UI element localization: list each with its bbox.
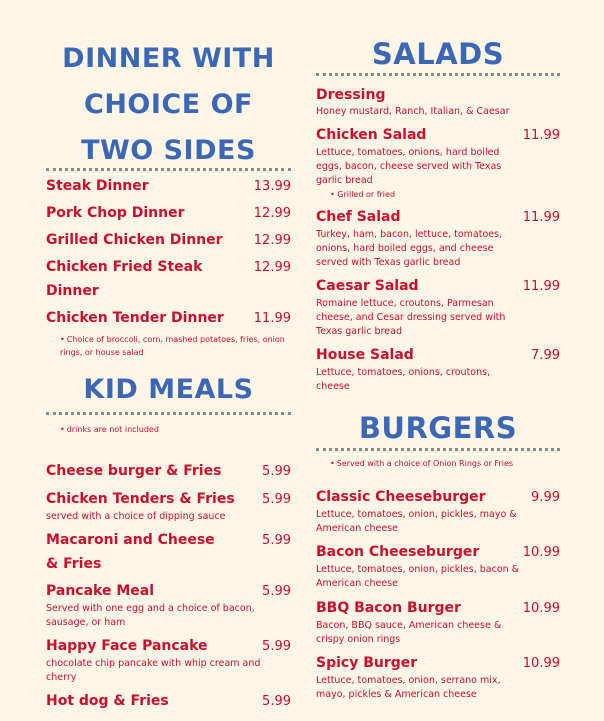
menu-item <box>316 540 560 591</box>
item-price: 11.99 <box>253 311 291 326</box>
item-price: 5.99 <box>262 492 291 507</box>
item-price: 5.99 <box>262 639 291 654</box>
item-description: served with a choice of dipping sauce <box>46 511 226 522</box>
item-price: 10.99 <box>522 545 560 560</box>
item-price: 11.99 <box>522 210 560 225</box>
item-description: Served with one egg and a choice of bacon, sausage, or ham <box>46 603 255 628</box>
item-name: Dressing <box>316 87 386 103</box>
item-price: 5.99 <box>262 694 291 709</box>
menu-item <box>316 651 560 702</box>
item-name: Grilled Chicken Dinner <box>46 232 223 248</box>
item-price: 12.99 <box>253 260 291 275</box>
menu-item <box>46 459 291 483</box>
menu-item <box>46 579 291 630</box>
menu-item <box>46 255 291 303</box>
item-description: Lettuce, tomatoes, onion, serrano mix, mayo, pickles & American cheese <box>316 675 501 700</box>
item-description: chocolate chip pancake with whip cream and cherry <box>46 658 261 683</box>
menu-item <box>46 174 291 198</box>
menu-item <box>46 689 291 713</box>
menu-item <box>46 528 291 576</box>
kid-meals-note: • drinks are not included <box>60 425 159 434</box>
item-price: 10.99 <box>522 656 560 671</box>
dotted-divider <box>316 73 560 76</box>
item-price: 12.99 <box>253 233 291 248</box>
item-price: 13.99 <box>253 179 291 194</box>
item-name: Caesar Salad <box>316 278 419 294</box>
item-name: Steak Dinner <box>46 178 149 194</box>
item-description: Lettuce, tomatoes, onion, pickles, mayo & American cheese <box>316 509 517 534</box>
item-name: BBQ Bacon Burger <box>316 600 461 616</box>
menu-item <box>316 123 560 202</box>
burgers-title: BURGERS <box>358 411 518 445</box>
menu-item <box>316 274 560 339</box>
item-description: Lettuce, tomatoes, onion, pickles, bacon & American cheese <box>316 564 520 589</box>
menu-item <box>316 83 560 119</box>
item-name: Pork Chop Dinner <box>46 205 185 221</box>
menu-item <box>316 596 560 647</box>
item-name: Spicy Burger <box>316 655 418 671</box>
item-name: House Salad <box>316 347 414 363</box>
item-name: Chicken Salad <box>316 127 427 143</box>
item-name: Happy Face Pancake <box>46 638 208 654</box>
sides-note: • Choice of broccoli, corn, mashed potatoes, fries, onion rings, or house salad <box>60 335 285 357</box>
item-description: Romaine lettuce, croutons, Parmesan cheese, and Cesar dressing served with Texas garlic bread <box>316 298 506 337</box>
item-name: Macaroni and Cheese & Fries <box>46 532 215 572</box>
item-description: Bacon, BBQ sauce, American cheese & crispy onion rings <box>316 620 502 645</box>
item-name: Hot dog & Fries <box>46 693 169 709</box>
item-note: • Grilled or fried <box>330 190 396 199</box>
menu-item <box>316 205 560 270</box>
item-name: Pancake Meal <box>46 583 155 599</box>
item-name: Chicken Fried Steak Dinner <box>46 259 203 299</box>
item-name: Chef Salad <box>316 209 401 225</box>
item-price: 11.99 <box>522 128 560 143</box>
dotted-divider <box>316 448 560 451</box>
item-price: 5.99 <box>262 464 291 479</box>
menu-item <box>46 634 291 685</box>
item-name: Chicken Tenders & Fries <box>46 491 235 507</box>
item-name: Bacon Cheeseburger <box>316 544 480 560</box>
menu-item <box>46 228 291 252</box>
dinner-section-title: DINNER WITH CHOICE OF TWO SIDES <box>62 43 275 166</box>
kid-meals-title: KID MEALS <box>83 374 254 405</box>
item-description: Honey mustard, Ranch, Italian, & Caesar <box>316 106 510 117</box>
item-description: Turkey, ham, bacon, lettuce, tomatoes, onions, hard boiled eggs, and cheese served with Texas garlic bread <box>316 229 503 268</box>
item-price: 5.99 <box>262 533 291 548</box>
item-name: Classic Cheeseburger <box>316 489 486 505</box>
menu-item <box>46 487 291 524</box>
item-name: Cheese burger & Fries <box>46 463 222 479</box>
menu-item <box>316 485 560 536</box>
item-name: Chicken Tender Dinner <box>46 310 224 326</box>
item-price: 11.99 <box>522 279 560 294</box>
menu-item <box>46 306 291 330</box>
burgers-note: • Served with a choice of Onion Rings or Fries <box>330 459 514 468</box>
item-description: Lettuce, tomatoes, onions, hard boiled eggs, bacon, cheese served with Texas garlic bread <box>316 147 502 186</box>
menu-item <box>46 201 291 225</box>
item-price: 9.99 <box>531 490 560 505</box>
salads-title: SALADS <box>371 37 505 71</box>
item-description: Lettuce, tomatoes, onions, croutons, cheese <box>316 367 491 392</box>
menu-item <box>316 343 560 394</box>
item-price: 5.99 <box>262 584 291 599</box>
item-price: 12.99 <box>253 206 291 221</box>
dotted-divider <box>46 412 291 415</box>
item-price: 7.99 <box>531 348 560 363</box>
item-price: 10.99 <box>522 601 560 616</box>
dotted-divider <box>46 168 291 171</box>
